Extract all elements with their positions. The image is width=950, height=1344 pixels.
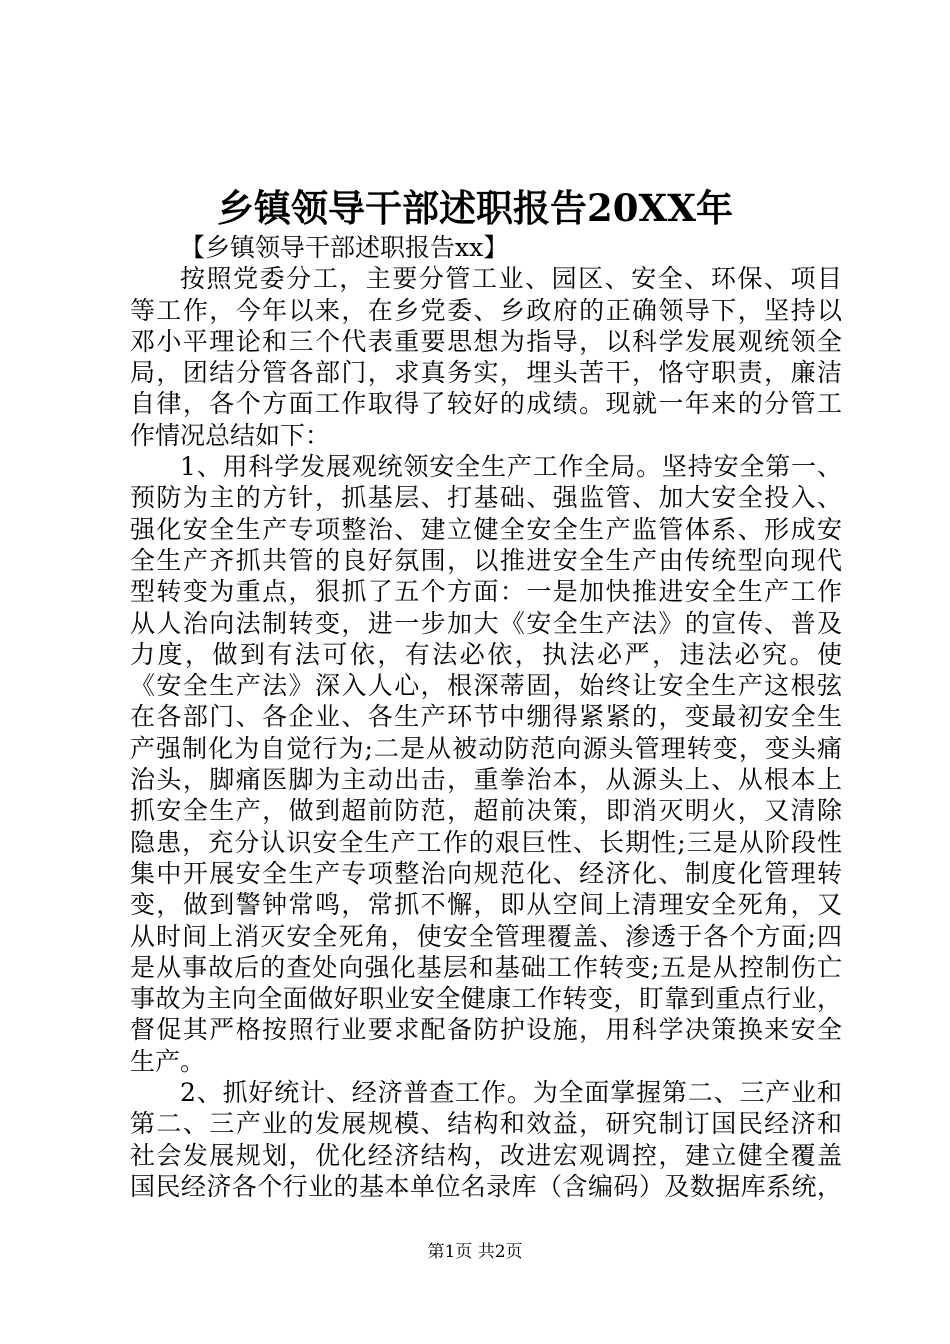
paragraph-line: 1、用科学发展观统领安全生产工作全局。坚持安全第一、: [180, 452, 842, 482]
paragraph-line: 局，团结分管各部门，求真务实，埋头苦干，恪守职责，廉洁: [130, 358, 842, 388]
paragraph-line: 生产。: [130, 1046, 206, 1076]
paragraph-line: 社会发展规划，优化经济结构，改进宏观调控，建立健全覆盖: [130, 1140, 842, 1170]
paragraph-line: 国民经济各个行业的基本单位名录库（含编码）及数据库系统，: [130, 1171, 842, 1201]
document-title: 乡镇领导干部述职报告20XX年: [217, 186, 733, 230]
paragraph-line: 强化安全生产专项整治、建立健全安全生产监管体系、形成安: [130, 514, 842, 544]
paragraph-line: 是从事故后的查处向强化基层和基础工作转变;五是从控制伤亡: [130, 952, 842, 982]
paragraph-line: 从时间上消灭安全死角，使安全管理覆盖、渗透于各个方面;四: [130, 921, 842, 951]
paragraph-line: 第二、三产业的发展规模、结构和效益，研究制订国民经济和: [130, 1109, 842, 1139]
paragraph-line: 作情况总结如下：: [130, 420, 331, 450]
paragraph-line: 全生产齐抓共管的良好氛围，以推进安全生产由传统型向现代: [130, 545, 842, 575]
document-body: [130, 232, 842, 1202]
paragraph-line: 从人治向法制转变，进一步加大《安全生产法》的宣传、普及: [130, 608, 842, 638]
paragraph-line: 《安全生产法》深入人心，根深蒂固，始终让安全生产这根弦: [130, 671, 842, 701]
paragraph-line: 治头，脚痛医脚为主动出击，重拳治本，从源头上、从根本上: [130, 765, 842, 795]
paragraph-line: 邓小平理论和三个代表重要思想为指导，以科学发展观统领全: [130, 326, 842, 356]
paragraph-line: 变，做到警钟常鸣，常抓不懈，即从空间上清理安全死角，又: [130, 890, 842, 920]
paragraph-line: 力度，做到有法可依，有法必依，执法必严，违法必究。使: [130, 639, 842, 669]
paragraph-line: 产强制化为自觉行为;二是从被动防范向源头管理转变，变头痛: [130, 733, 842, 763]
paragraph-line: 自律，各个方面工作取得了较好的成绩。现就一年来的分管工: [130, 389, 842, 419]
paragraph-line: 等工作，今年以来，在乡党委、乡政府的正确领导下，坚持以: [130, 295, 842, 325]
paragraph-line: 事故为主向全面做好职业安全健康工作转变，盯靠到重点行业，: [130, 984, 842, 1014]
page-number-footer: 第1页 共2页: [427, 1242, 523, 1262]
subtitle-line: 【乡镇领导干部述职报告xx】: [180, 233, 509, 262]
paragraph-line: 在各部门、各企业、各生产环节中绷得紧紧的，变最初安全生: [130, 702, 842, 732]
paragraph-line: 按照党委分工，主要分管工业、园区、安全、环保、项目: [180, 264, 842, 294]
paragraph-line: 抓安全生产，做到超前防范，超前决策，即消灭明火，又清除: [130, 796, 842, 826]
paragraph-line: 2、抓好统计、经济普查工作。为全面掌握第二、三产业和: [180, 1078, 842, 1108]
paragraph-line: 集中开展安全生产专项整治向规范化、经济化、制度化管理转: [130, 858, 842, 888]
paragraph-line: 督促其严格按照行业要求配备防护设施，用科学决策换来安全: [130, 1015, 842, 1045]
paragraph-line: 隐患，充分认识安全生产工作的艰巨性、长期性;三是从阶段性: [130, 827, 842, 857]
paragraph-line: 型转变为重点，狠抓了五个方面：一是加快推进安全生产工作: [130, 577, 842, 607]
paragraph-line: 预防为主的方针，抓基层、打基础、强监管、加大安全投入、: [130, 483, 842, 513]
